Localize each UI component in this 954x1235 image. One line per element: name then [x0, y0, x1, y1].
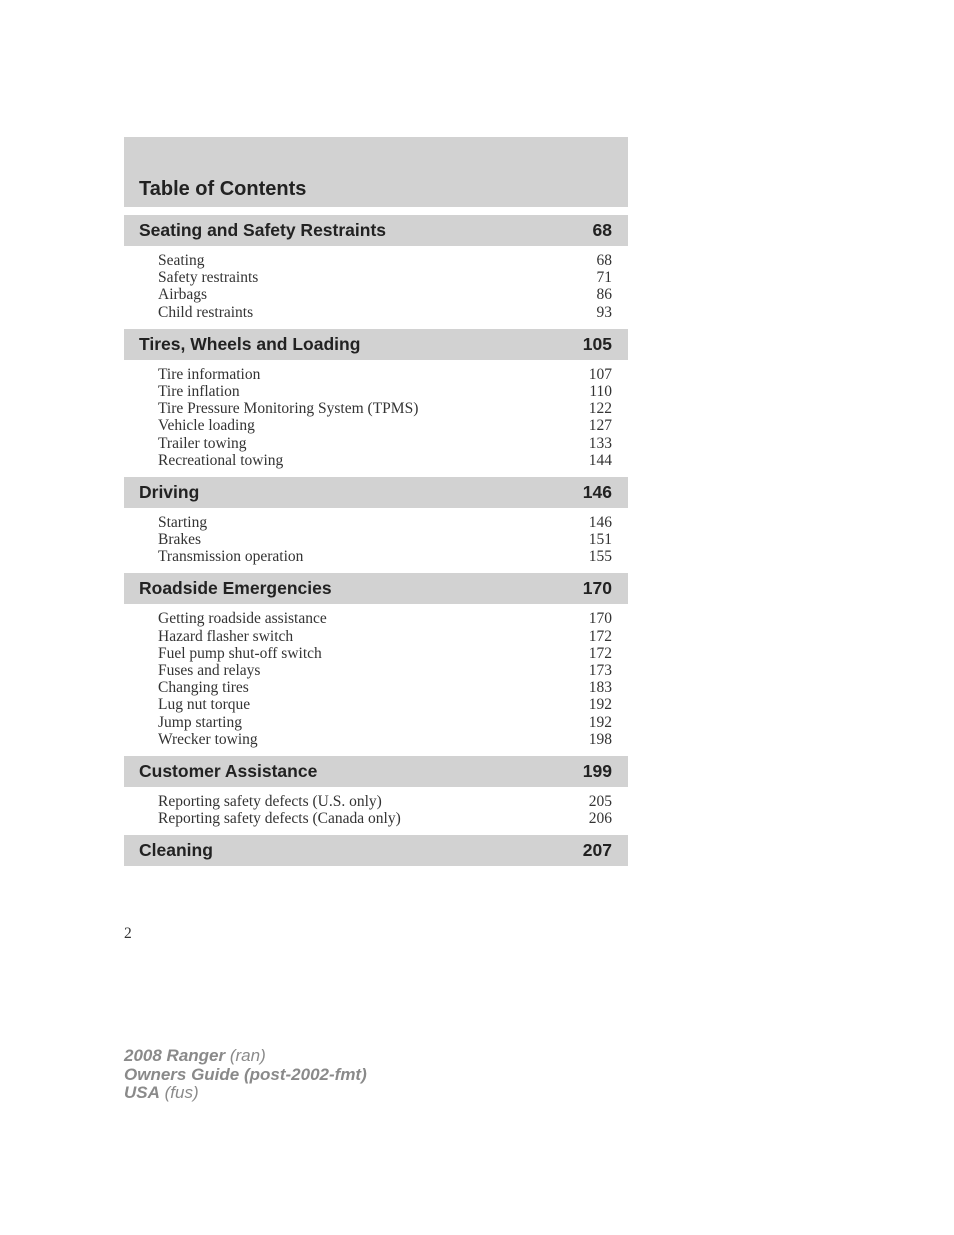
entry-page: 172: [588, 627, 612, 645]
entry-page: 173: [588, 662, 612, 679]
entry-page: 206: [588, 810, 612, 828]
toc-entry-list: [124, 787, 628, 827]
toc-entry[interactable]: [158, 714, 612, 731]
entry-label: Fuses and relays: [158, 662, 261, 679]
entry-page: 122: [588, 400, 612, 418]
toc-section-header[interactable]: [124, 215, 628, 246]
toc-entry[interactable]: [158, 662, 612, 679]
entry-page: 151: [588, 531, 612, 549]
entry-page: 93: [596, 303, 612, 321]
toc-entry-list: [124, 508, 628, 566]
toc-entry[interactable]: [158, 452, 612, 469]
toc-entry[interactable]: [158, 793, 612, 810]
toc-sections: [124, 215, 628, 866]
entry-label: Fuel pump shut-off switch: [158, 644, 322, 662]
document-footer: [124, 1047, 367, 1103]
entry-label: Getting roadside assistance: [158, 610, 327, 628]
toc-entry[interactable]: [158, 269, 612, 286]
toc-entry[interactable]: [158, 417, 612, 434]
entry-label: Tire Pressure Monitoring System (TPMS): [158, 400, 419, 418]
toc-entry[interactable]: [158, 679, 612, 696]
table-of-contents: [124, 137, 628, 866]
toc-title: Table of Contents: [139, 178, 307, 200]
entry-label: Seating: [158, 252, 205, 269]
section-page: 207: [582, 840, 612, 861]
footer-region-code: (fus): [159, 1083, 199, 1102]
toc-section-header[interactable]: [124, 573, 628, 604]
entry-label: Vehicle loading: [158, 417, 255, 435]
entry-label: Child restraints: [158, 303, 254, 321]
toc-entry[interactable]: [158, 383, 612, 400]
toc-entry-list: [124, 246, 628, 321]
entry-page: 86: [596, 286, 612, 304]
section-title: Tires, Wheels and Loading: [139, 333, 361, 354]
entry-label: Hazard flasher switch: [158, 627, 294, 645]
entry-page: 110: [589, 382, 612, 400]
entry-page: 205: [588, 792, 612, 810]
entry-label: Wrecker towing: [158, 730, 258, 748]
entry-page: 127: [588, 417, 612, 435]
entry-label: Safety restraints: [158, 269, 259, 287]
footer-guide: Owners Guide (post-2002-fmt): [124, 1064, 367, 1084]
toc-entry[interactable]: [158, 696, 612, 713]
section-page: 146: [582, 481, 612, 502]
entry-label: Reporting safety defects (U.S. only): [158, 792, 382, 810]
toc-section-header[interactable]: [124, 756, 628, 787]
footer-line-model: [124, 1047, 367, 1066]
entry-label: Changing tires: [158, 679, 249, 697]
toc-section-header[interactable]: [124, 835, 628, 866]
toc-entry[interactable]: [158, 286, 612, 303]
toc-entry[interactable]: [158, 531, 612, 548]
entry-page: 133: [588, 434, 612, 452]
entry-label: Airbags: [158, 286, 208, 304]
entry-page: 144: [588, 451, 612, 469]
entry-label: Jump starting: [158, 713, 242, 731]
footer-region: USA: [124, 1083, 160, 1102]
section-page: 170: [582, 578, 612, 599]
section-title: Driving: [139, 481, 200, 502]
page-number: 2: [124, 925, 132, 942]
section-title: Cleaning: [139, 840, 213, 861]
entry-label: Reporting safety defects (Canada only): [158, 810, 401, 828]
section-page: 68: [592, 220, 612, 240]
entry-page: 107: [588, 365, 612, 383]
entry-page: 192: [588, 713, 612, 731]
toc-entry[interactable]: [158, 514, 612, 531]
footer-model: 2008 Ranger: [124, 1046, 226, 1065]
entry-page: 183: [588, 679, 612, 697]
entry-page: 172: [588, 644, 612, 662]
entry-page: 192: [588, 696, 612, 714]
entry-label: Starting: [158, 513, 208, 531]
footer-model-code: (ran): [225, 1046, 266, 1065]
toc-entry[interactable]: [158, 810, 612, 827]
toc-entry[interactable]: [158, 400, 612, 417]
entry-label: Recreational towing: [158, 451, 284, 469]
entry-page: 146: [588, 513, 612, 531]
toc-entry[interactable]: [158, 435, 612, 452]
footer-line-region: [124, 1084, 367, 1103]
entry-label: Transmission operation: [158, 548, 304, 566]
section-title: Roadside Emergencies: [139, 578, 332, 599]
entry-page: 170: [588, 610, 612, 628]
entry-label: Tire information: [158, 365, 261, 383]
entry-label: Lug nut torque: [158, 696, 251, 714]
toc-entry-list: [124, 604, 628, 748]
entry-page: 71: [596, 269, 612, 287]
toc-entry[interactable]: [158, 645, 612, 662]
toc-section-header[interactable]: [124, 477, 628, 508]
toc-entry[interactable]: [158, 610, 612, 627]
toc-entry[interactable]: [158, 548, 612, 565]
toc-section-header[interactable]: [124, 329, 628, 360]
toc-entry[interactable]: [158, 252, 612, 269]
section-title: Customer Assistance: [139, 760, 318, 781]
toc-entry[interactable]: [158, 731, 612, 748]
toc-entry[interactable]: [158, 628, 612, 645]
toc-entry-list: [124, 360, 628, 469]
toc-header: [124, 137, 628, 207]
entry-page: 198: [588, 730, 612, 748]
toc-entry[interactable]: [158, 366, 612, 383]
section-page: 105: [582, 333, 612, 354]
entry-page: 68: [596, 252, 612, 269]
section-title: Seating and Safety Restraints: [139, 220, 387, 240]
entry-page: 155: [588, 548, 612, 566]
toc-entry[interactable]: [158, 304, 612, 321]
footer-line-guide: [124, 1066, 367, 1085]
entry-label: Trailer towing: [158, 434, 247, 452]
section-page: 199: [582, 760, 612, 781]
entry-label: Tire inflation: [158, 382, 240, 400]
entry-label: Brakes: [158, 531, 202, 549]
